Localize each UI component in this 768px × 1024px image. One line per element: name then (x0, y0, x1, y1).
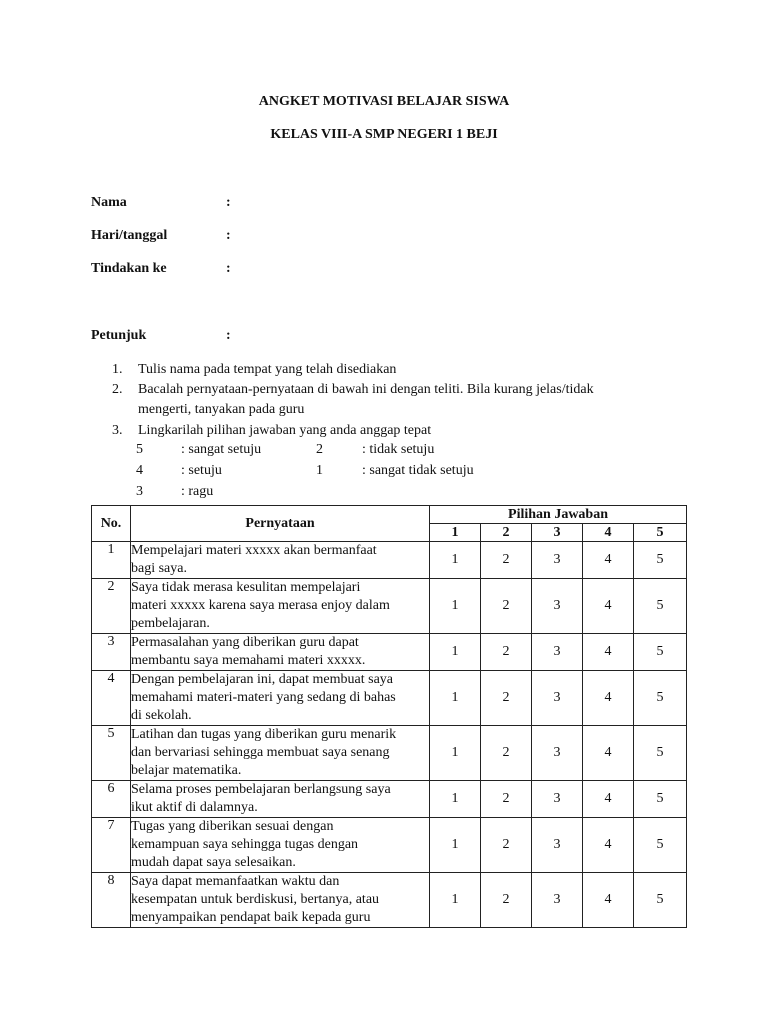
answer-option[interactable]: 1 (430, 873, 481, 928)
statement-number: 5 (92, 726, 131, 781)
statement-line: pembelajaran. (131, 616, 210, 631)
answer-option[interactable]: 3 (532, 873, 583, 928)
answer-option[interactable]: 1 (430, 726, 481, 781)
statement-number: 4 (92, 671, 131, 726)
answer-option[interactable]: 4 (583, 818, 634, 873)
answer-option[interactable]: 3 (532, 542, 583, 579)
statement-text (131, 671, 430, 726)
name-field-label: Nama (91, 195, 127, 210)
statement-number: 8 (92, 873, 131, 928)
answer-option[interactable]: 1 (430, 818, 481, 873)
answer-option[interactable]: 5 (634, 671, 687, 726)
statement-line: materi xxxxx karena saya merasa enjoy dalam (131, 598, 390, 613)
answer-option[interactable]: 1 (430, 542, 481, 579)
action-field-label: Tindakan ke (91, 261, 167, 276)
statement-line: memahami materi-materi yang sedang di bahas (131, 690, 396, 705)
statement-line: Saya tidak merasa kesulitan mempelajari (131, 580, 361, 595)
statement-line: Mempelajari materi xxxxx akan bermanfaat (131, 543, 377, 558)
statement-line: mudah dapat saya selesaikan. (131, 855, 296, 870)
scale-value: 1 (316, 463, 323, 478)
answer-option[interactable]: 4 (583, 542, 634, 579)
statement-number: 7 (92, 818, 131, 873)
statement-line: Saya dapat memanfaatkan waktu dan (131, 874, 340, 889)
answer-option[interactable]: 3 (532, 671, 583, 726)
answer-option[interactable]: 2 (481, 671, 532, 726)
scale-description: : sangat setuju (181, 442, 262, 457)
table-row (92, 726, 687, 781)
answer-option[interactable]: 3 (532, 579, 583, 634)
answer-option[interactable]: 3 (532, 818, 583, 873)
statement-line: ikut aktif di dalamnya. (131, 800, 258, 815)
statement-line: belajar matematika. (131, 763, 242, 778)
action-field-colon: : (226, 261, 231, 276)
statement-text (131, 781, 430, 818)
answer-option[interactable]: 3 (532, 781, 583, 818)
instruction-item (112, 360, 396, 380)
scale-value: 2 (316, 442, 323, 457)
answer-option[interactable]: 5 (634, 579, 687, 634)
answer-option[interactable]: 1 (430, 579, 481, 634)
column-header-statement: Pernyataan (131, 506, 430, 542)
answer-option[interactable]: 5 (634, 781, 687, 818)
column-header-number: No. (92, 506, 131, 542)
choice-number-header: 3 (532, 524, 583, 542)
statement-line: Tugas yang diberikan sesuai dengan (131, 819, 334, 834)
answer-option[interactable]: 5 (634, 873, 687, 928)
answer-option[interactable]: 2 (481, 726, 532, 781)
statement-line: dan bervariasi sehingga membuat saya senang (131, 745, 390, 760)
table-row (92, 542, 687, 579)
scale-value: 5 (136, 442, 143, 457)
answer-option[interactable]: 2 (481, 818, 532, 873)
instruction-text: Lingkarilah pilihan jawaban yang anda anggap tepat (138, 423, 432, 438)
statement-number: 1 (92, 542, 131, 579)
answer-option[interactable]: 5 (634, 818, 687, 873)
answer-option[interactable]: 4 (583, 579, 634, 634)
answer-option[interactable]: 2 (481, 579, 532, 634)
statement-text (131, 873, 430, 928)
instruction-number: 2. (112, 382, 123, 397)
answer-option[interactable]: 1 (430, 781, 481, 818)
statement-line: kemampuan saya sehingga tugas dengan (131, 837, 359, 852)
choice-number-header: 2 (481, 524, 532, 542)
answer-option[interactable]: 2 (481, 542, 532, 579)
table-row (92, 818, 687, 873)
answer-option[interactable]: 5 (634, 726, 687, 781)
statement-line: membantu saya memahami materi xxxxx. (131, 653, 366, 668)
scale-value: 4 (136, 463, 143, 478)
table-row (92, 873, 687, 928)
statement-text (131, 818, 430, 873)
scale-description: : tidak setuju (362, 442, 435, 457)
choice-number-header: 5 (634, 524, 687, 542)
statement-number: 2 (92, 579, 131, 634)
answer-option[interactable]: 4 (583, 726, 634, 781)
column-header-choices: Pilihan Jawaban (430, 506, 687, 524)
statement-number: 3 (92, 634, 131, 671)
statement-text (131, 579, 430, 634)
instruction-text: Tulis nama pada tempat yang telah disediakan (138, 362, 397, 377)
answer-option[interactable]: 2 (481, 873, 532, 928)
statement-line: bagi saya. (131, 561, 187, 576)
answer-option[interactable]: 1 (430, 671, 481, 726)
statement-line: Dengan pembelajaran ini, dapat membuat saya (131, 672, 394, 687)
instruction-item (112, 421, 431, 441)
statement-line: Permasalahan yang diberikan guru dapat (131, 635, 359, 650)
answer-option[interactable]: 2 (481, 781, 532, 818)
date-field-colon: : (226, 228, 231, 243)
choice-number-header: 1 (430, 524, 481, 542)
answer-option[interactable]: 2 (481, 634, 532, 671)
answer-option[interactable]: 4 (583, 634, 634, 671)
answer-option[interactable]: 3 (532, 634, 583, 671)
instruction-item (112, 380, 594, 420)
statement-text (131, 542, 430, 579)
table-row (92, 634, 687, 671)
instruction-number: 3. (112, 423, 123, 438)
statement-number: 6 (92, 781, 131, 818)
document-subtitle: KELAS VIII-A SMP NEGERI 1 BEJI (270, 127, 498, 142)
document-title: ANGKET MOTIVASI BELAJAR SISWA (258, 94, 510, 109)
statement-text (131, 726, 430, 781)
scale-description: : setuju (181, 463, 222, 478)
answer-option[interactable]: 4 (583, 671, 634, 726)
scale-description: : sangat tidak setuju (362, 463, 474, 478)
answer-option[interactable]: 4 (583, 873, 634, 928)
choice-number-header: 4 (583, 524, 634, 542)
instructions-label: Petunjuk (91, 328, 147, 343)
answer-option[interactable]: 5 (634, 542, 687, 579)
statement-text (131, 634, 430, 671)
answer-option[interactable]: 3 (532, 726, 583, 781)
questionnaire-table (91, 505, 687, 928)
answer-option[interactable]: 5 (634, 634, 687, 671)
statement-line: di sekolah. (131, 708, 192, 723)
table-row (92, 781, 687, 818)
table-row (92, 579, 687, 634)
answer-option[interactable]: 4 (583, 781, 634, 818)
statement-line: menyampaikan pendapat baik kepada guru (131, 910, 371, 925)
instruction-number: 1. (112, 362, 123, 377)
scale-description: : ragu (181, 484, 214, 499)
instruction-text-continued: mengerti, tanyakan pada guru (138, 402, 305, 417)
instruction-text: Bacalah pernyataan-pernyataan di bawah ini dengan teliti. Bila kurang jelas/tidak (138, 382, 594, 397)
table-row (92, 671, 687, 726)
date-field-label: Hari/tanggal (91, 228, 168, 243)
answer-option[interactable]: 1 (430, 634, 481, 671)
name-field-colon: : (226, 195, 231, 210)
statement-line: Selama proses pembelajaran berlangsung saya (131, 782, 391, 797)
statement-line: Latihan dan tugas yang diberikan guru menarik (131, 727, 397, 742)
instructions-colon: : (226, 328, 231, 343)
statement-line: kesempatan untuk berdiskusi, bertanya, atau (131, 892, 380, 907)
scale-value: 3 (136, 484, 143, 499)
